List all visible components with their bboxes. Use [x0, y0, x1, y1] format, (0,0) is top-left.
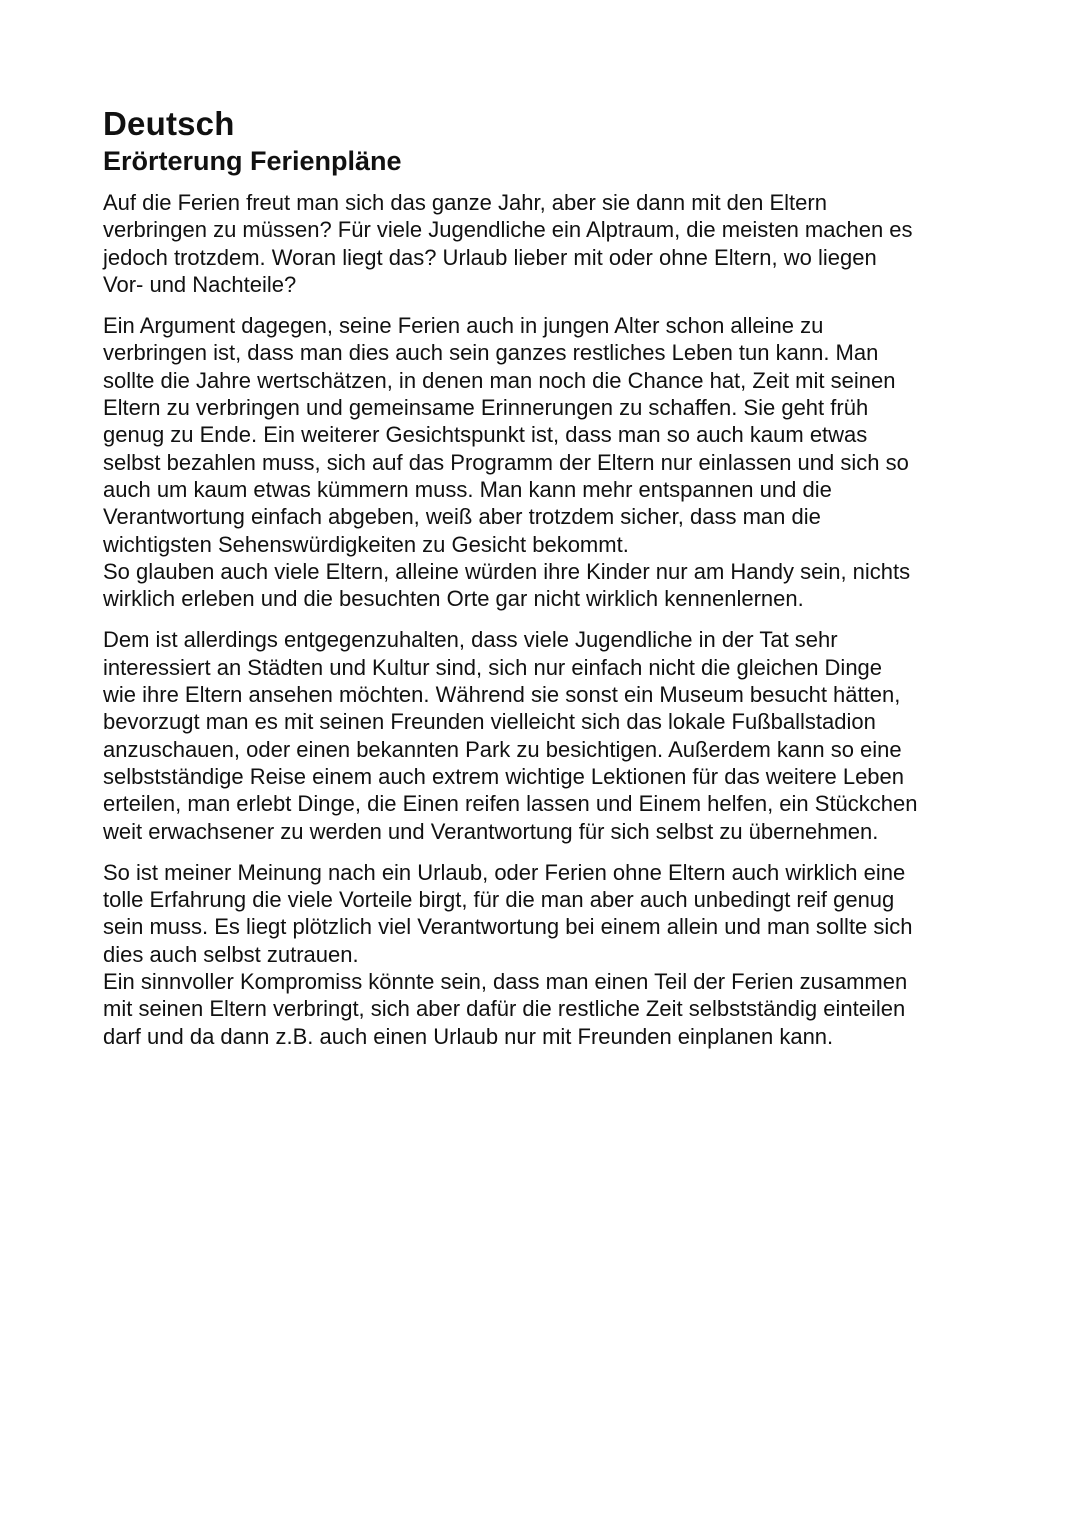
text-line: anzuschauen, oder einen bekannten Park zu besichtigen. Außerdem kann so eine — [103, 736, 902, 762]
text-line: Verantwortung einfach abgeben, weiß aber trotzdem sicher, dass man die — [103, 504, 821, 530]
text-line: So glauben auch viele Eltern, alleine würden ihre Kinder nur am Handy sein, nichts — [103, 558, 911, 584]
text-line: Dem ist allerdings entgegenzuhalten, dass viele Jugendliche in der Tat sehr — [103, 627, 838, 653]
text-line: So ist meiner Meinung nach ein Urlaub, oder Ferien ohne Eltern auch wirklich eine — [103, 859, 906, 885]
text-line: dies auch selbst zutrauen. — [103, 941, 359, 967]
text-line: bevorzugt man es mit seinen Freunden vielleicht sich das lokale Fußballstadion — [103, 709, 876, 735]
text-line: selbstständige Reise einem auch extrem wichtige Lektionen für das weitere Leben — [103, 763, 905, 789]
text-line: mit seinen Eltern verbringt, sich aber dafür die restliche Zeit selbstständig einteilen — [103, 996, 906, 1022]
text-line: Ein sinnvoller Kompromiss könnte sein, dass man einen Teil der Ferien zusammen — [103, 969, 908, 995]
paragraph-2 — [103, 312, 983, 612]
text-line: Vor- und Nachteile? — [103, 271, 297, 297]
document-subtitle: Erörterung Ferienpläne — [103, 146, 402, 176]
text-line: interessiert an Städten und Kultur sind, sich nur einfach nicht die gleichen Dinge — [103, 654, 883, 680]
text-line: wichtigsten Sehenswürdigkeiten zu Gesicht bekommt. — [103, 531, 629, 557]
text-line: wirklich erleben und die besuchten Orte gar nicht wirklich kennenlernen. — [103, 586, 804, 612]
paragraph-1 — [103, 189, 983, 298]
text-line: sein muss. Es liegt plötzlich viel Verantwortung bei einem allein und man sollte sich — [103, 914, 913, 940]
text-line: verbringen ist, dass man dies auch sein ganzes restliches Leben tun kann. Man — [103, 340, 879, 366]
text-line: selbst bezahlen muss, sich auf das Programm der Eltern nur einlassen und sich so — [103, 449, 909, 475]
document-title: Deutsch — [103, 105, 235, 142]
text-line: Auf die Ferien freut man sich das ganze Jahr, aber sie dann mit den Eltern — [103, 190, 827, 215]
text-line: jedoch trotzdem. Woran liegt das? Urlaub lieber mit oder ohne Eltern, wo liegen — [103, 244, 877, 270]
text-line: wie ihre Eltern ansehen möchten. Während sie sonst ein Museum besucht hätten, — [103, 682, 901, 708]
essay-body — [103, 189, 983, 1050]
text-line: Eltern zu verbringen und gemeinsame Erinnerungen zu schaffen. Sie geht früh — [103, 395, 869, 421]
text-line: auch um kaum etwas kümmern muss. Man kann mehr entspannen und die — [103, 476, 832, 502]
paragraph-4 — [103, 859, 983, 1050]
text-line: darf und da dann z.B. auch einen Urlaub nur mit Freunden einplanen kann. — [103, 1023, 834, 1049]
text-line: verbringen zu müssen? Für viele Jugendliche ein Alptraum, die meisten machen es — [103, 217, 913, 243]
document-page — [103, 104, 983, 1064]
text-line: weit erwachsener zu werden und Verantwortung für sich selbst zu übernehmen. — [103, 818, 879, 844]
text-line: erteilen, man erlebt Dinge, die Einen reifen lassen und Einem helfen, ein Stückchen — [103, 791, 918, 817]
text-line: genug zu Ende. Ein weiterer Gesichtspunkt ist, dass man so auch kaum etwas — [103, 422, 868, 448]
text-line: sollte die Jahre wertschätzen, in denen man noch die Chance hat, Zeit mit seinen — [103, 367, 896, 393]
text-line: tolle Erfahrung die viele Vorteile birgt, für die man aber auch unbedingt reif genug — [103, 887, 895, 913]
text-line: Ein Argument dagegen, seine Ferien auch in jungen Alter schon alleine zu — [103, 313, 824, 339]
paragraph-3 — [103, 626, 983, 844]
